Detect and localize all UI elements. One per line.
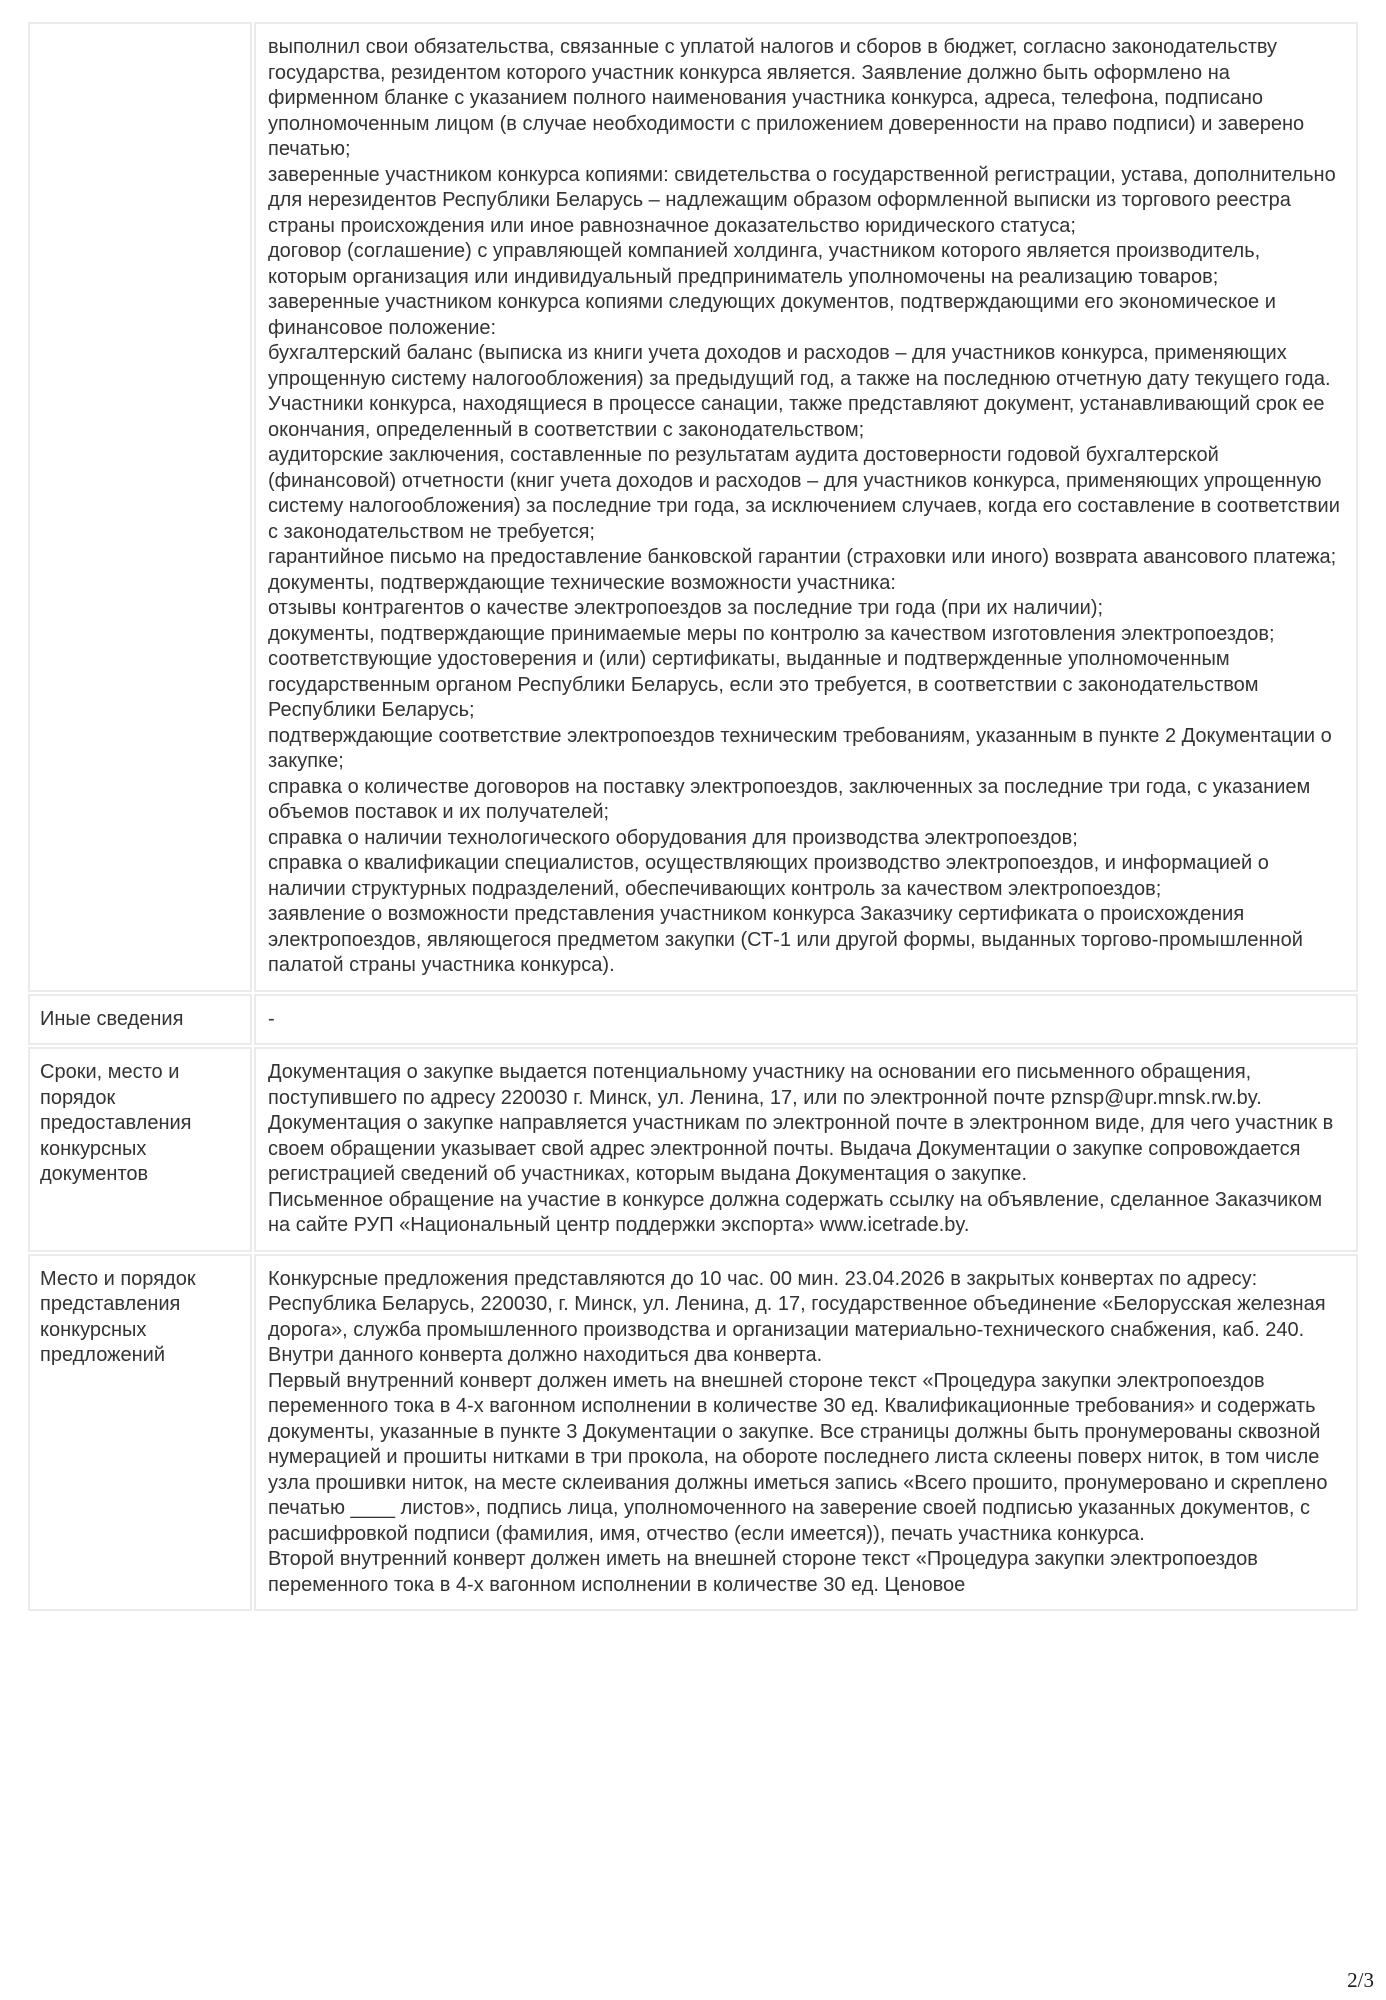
paragraph: заверенные участником конкурса копиями: свидетельства о государственной регистрации, устава, дополнительно для нерезидентов Республики Беларусь – надлежащим образом оформленной выписки из торгового реестра страны происхождения или иное равнозначное доказательство юридического статуса; [268,163,1336,237]
paragraph: выполнил свои обязательства, связанные с уплатой налогов и сборов в бюджет, согласно законодательству государства, резидентом которого участник конкурса является. Заявление должно быть оформлено на фирменном бланке с указанием полного наименования участника конкурса, адреса, телефона, подписано уполномоченным лицом (в случае необходимости с приложением доверенности на право подписи) и заверено печатью; [268,36,1305,160]
paragraph: Конкурсные предложения представляются до 10 час. 00 мин. 23.04.2026 в закрытых конвертах по адресу: Республика Беларусь, 220030, г. Минск, ул. Ленина, д. 17, государственное объединение «Белорусская железная дорога», служба промышленного производства и организации материально-технического снабжения, каб. 240. [268,1267,1326,1341]
paragraph: договор (соглашение) с управляющей компанией холдинга, участником которого является производитель, которым организация или индивидуальный предприниматель уполномочены на реализацию товаров; [268,240,1261,288]
table-clip-region [26,20,1360,1964]
paragraph: заявление о возможности представления участником конкурса Заказчику сертификата о происхождения электропоездов, являющегося предметом закупки (СТ-1 или другой формы, выданных торгово-промышленной палатой страны участника конкурса). [268,903,1303,976]
table-row [28,1254,1358,1612]
table-row [28,1047,1358,1252]
page-number: 2/3 [1347,1968,1374,1992]
paragraph: Письменное обращение на участие в конкурсе должна содержать ссылку на объявление, сделанное Заказчиком на сайте РУП «Национальный центр поддержки экспорта» www.icetrade.by. [268,1188,1323,1236]
paragraph: справка о квалификации специалистов, осуществляющих производство электропоездов, и информацией о наличии структурных подразделений, обеспечивающих контроль за качеством электропоездов; [268,852,1269,900]
paragraph: соответствующие удостоверения и (или) сертификаты, выданные и подтвержденные уполномоченным государственным органом Республики Беларусь, если это требуется, в соответствии с законодательством Республики Беларусь; [268,648,1259,721]
paragraph: справка о наличии технологического оборудования для производства электропоездов; [268,826,1078,849]
paragraph: подтверждающие соответствие электропоездов техническим требованиям, указанным в пункте 2 Документации о закупке; [268,724,1332,772]
row-label-cell: Место и порядок представления конкурсных предложений [28,1254,252,1612]
paragraph: Первый внутренний конверт должен иметь на внешней стороне текст «Процедура закупки электропоездов переменного тока в 4-х вагонном исполнении в количестве 30 ед. Квалификационные требования» и содержать документы, указанные в пункте 3 Документации о закупке. Все страницы должны быть пронумерованы сквозной нумерацией и прошиты нитками в три прокола, на обороте последнего листа склеены поверх ниток, в том числе узла прошивки ниток, на месте склеивания должны иметься запись «Всего прошито, пронумеровано и скреплено печатью ____ листов», подпись лица, уполномоченного на заверение своей подписью указанных документов, с расшифровкой подписи (фамилия, имя, отчество (если имеется)), печать участника конкурса. [268,1369,1328,1545]
paragraph: гарантийное письмо на предоставление банковской гарантии (страховки или иного) возврата авансового платежа; [268,546,1337,568]
paragraph: Второй внутренний конверт должен иметь на внешней стороне текст «Процедура закупки электропоездов переменного тока в 4-х вагонном исполнении в количестве 30 ед. Ценовое [268,1548,1258,1596]
paragraph: документы, подтверждающие принимаемые меры по контролю за качеством изготовления электропоездов; [268,622,1275,645]
paragraph: Внутри данного конверта должно находиться два конверта. [268,1344,823,1366]
row-label-cell: Сроки, место и порядок предоставления конкурсных документов [28,1047,252,1252]
row-label-cell [28,22,252,992]
table-row [28,994,1358,1046]
row-content-cell [254,22,1358,992]
row-content-cell [254,1254,1358,1612]
paragraph: справка о количестве договоров на поставку электропоездов, заключенных за последние три года, с указанием объемов поставок и их получателей; [268,775,1311,823]
table-row [28,22,1358,992]
paragraph: бухгалтерский баланс (выписка из книги учета доходов и расходов – для участников конкурса, применяющих упрощенную систему налогообложения) за предыдущий год, а также на последнюю отчетную дату текущего года. Участники конкурса, находящиеся в процессе санации, также представляют документ, устанавливающий срок ее окончания, определенный в соответствии с законодательством; [268,342,1331,441]
paragraph: заверенные участником конкурса копиями следующих документов, подтверждающими его экономическое и финансовое положение: [268,291,1276,339]
paragraph: документы, подтверждающие технические возможности участника: [268,571,896,594]
paragraph: - [268,1007,275,1030]
row-content-cell [254,994,1358,1046]
paragraph: аудиторские заключения, составленные по результатам аудита достоверности годовой бухгалтерской (финансовой) отчетности (книг учета доходов и расходов – для участников конкурса, применяющих упрощенную систему налогообложения) за последние три года, за исключением случаев, когда его составление в соответствии с законодательством не требуется; [268,444,1340,543]
table-body [28,22,1358,1611]
paragraph: Документация о закупке выдается потенциальному участнику на основании его письменного обращения, поступившего по адресу 220030 г. Минск, ул. Ленина, 17, или по электронной почте pznsp@upr.mnsk.rw.by. [268,1061,1262,1109]
paragraph: отзывы контрагентов о качестве электропоездов за последние три года (при их наличии); [268,597,1104,619]
paragraph: Документация о закупке направляется участникам по электронной почте в электронном виде, для чего участник в своем обращении указывает свой адрес электронной почты. Выдача Документации о закупке сопровождается регистрацией сведений об участниках, которым выдана Документация о закупке. [268,1112,1334,1185]
procurement-details-table [26,20,1360,1613]
row-content-cell [254,1047,1358,1252]
row-label-cell: Иные сведения [28,994,252,1046]
